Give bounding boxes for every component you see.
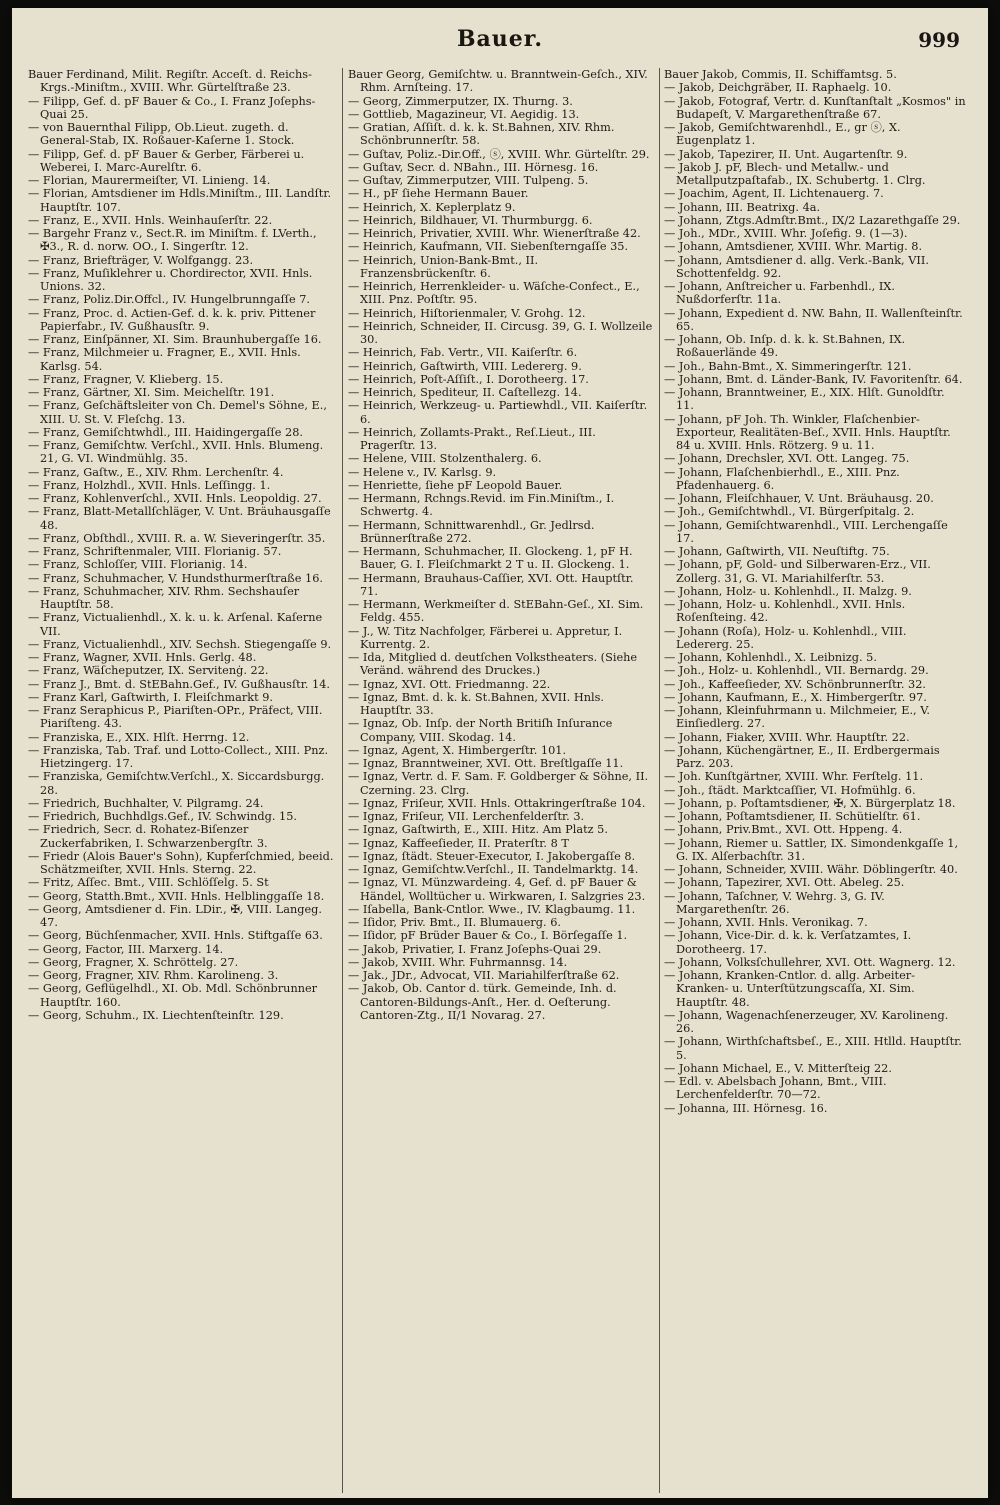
directory-entry: — Ignaz, Gemiſchtw.Verſchl., II. Tandelmarktg. 14. bbox=[348, 863, 639, 876]
directory-entry: — Florian, Amtsdiener im Hdls.Miniſtm., III. Landſtr. Hauptſtr. 107. bbox=[28, 187, 332, 214]
directory-entry: — Johann, Tapezirer, XVI. Ott. Abeleg. 25. bbox=[664, 876, 905, 890]
directory-entry: — Heinrich, Kaufmann, VII. Siebenſterngaſſe 35. bbox=[348, 240, 629, 254]
directory-entry: — Franziska, Tab. Traf. und Lotto-Collect., XIII. Pnz. Hietzingerg. 17. bbox=[28, 743, 329, 770]
directory-entry: — Heinrich, Fab. Vertr., VII. Kaiſerſtr. 6. bbox=[348, 346, 578, 360]
directory-entry: — Jakob, Deichgräber, II. Raphaelg. 10. bbox=[664, 81, 892, 95]
directory-entry: — Jakob, Tapezirer, II. Unt. Augartenſtr. 9. bbox=[664, 147, 908, 161]
directory-entry: — Johann, Riemer u. Sattler, IX. Simondenkgaſſe 1, G. IX. Alſerbachſtr. 31. bbox=[664, 836, 959, 863]
directory-entry: — Johann, p. Poſtamtsdiener, ✠, X. Bürgerplatz 18. bbox=[664, 796, 956, 810]
directory-entry: — Johann, Kleinfuhrmann u. Milchmeier, E., V. Einſiedlerg. 27. bbox=[664, 704, 930, 731]
directory-entry: — Joh., MDr., XVIII. Whr. Joſefig. 9. (1—3). bbox=[664, 227, 908, 240]
directory-entry: — Johann, Priv.Bmt., XVI. Ott. Hppeng. 4. bbox=[664, 823, 903, 837]
directory-entry: — Ignaz, ſtädt. Steuer-Executor, I. Jakobergaſſe 8. bbox=[348, 849, 636, 863]
directory-entry: Bauer Jakob, Commis, II. Schiffamtsg. 5. bbox=[664, 68, 897, 81]
directory-entry: — Heinrich, Werkzeug- u. Partiewhdl., VII. Kaiſerſtr. 6. bbox=[348, 399, 648, 426]
directory-entry: — Joh., ſtädt. Marktcaſſier, VI. Hofmühlg. 6. bbox=[664, 783, 916, 797]
column-3 bbox=[664, 68, 966, 1493]
directory-entry: — Johann, XVII. Hnls. Veronikag. 7. bbox=[664, 916, 868, 929]
directory-entry: — Franz, Fragner, V. Klieberg. 15. bbox=[28, 372, 224, 386]
directory-entry: — Johann, Ztgs.Admſtr.Bmt., IX/2 Lazarethgaſſe 29. bbox=[664, 213, 961, 227]
directory-entry: — Heinrich, Herrenkleider- u. Wäſche-Confect., E., XIII. Pnz. Poſtſtr. 95. bbox=[348, 280, 640, 307]
directory-entry: — Georg, Zimmerputzer, IX. Thurng. 3. bbox=[348, 94, 573, 108]
directory-entry: — Georg, Fragner, X. Schröttelg. 27. bbox=[28, 955, 239, 969]
directory-entry: — Ignaz, XVI. Ott. Friedmanng. 22. bbox=[348, 677, 551, 691]
directory-entry: — Helene v., IV. Karlsg. 9. bbox=[348, 465, 497, 479]
directory-entry: — Heinrich, Spediteur, II. Caſtellezg. 14. bbox=[348, 386, 582, 399]
directory-entry: — Franz, Wagner, XVII. Hnls. Gerlg. 48. bbox=[28, 651, 257, 664]
directory-entry: — Johann, Wirthſchaftsbeſ., E., XIII. Htlld. Hauptſtr. 5. bbox=[664, 1035, 962, 1062]
directory-page bbox=[12, 8, 988, 1498]
directory-entry: — Joh., Kaffeeſieder, XV. Schönbrunnerſtr. 32. bbox=[664, 677, 926, 691]
directory-entry: — Franz J., Bmt. d. StEBahn.Gef., IV. Gußhausſtr. 14. bbox=[28, 677, 331, 691]
directory-entry: — Johann, Vice-Dir. d. k. k. Verſatzamtes, I. Dorotheerg. 17. bbox=[664, 929, 912, 956]
directory-entry: Bauer Georg, Gemiſchtw. u. Branntwein-Geſch., XIV. Rhm. Arnſteing. 17. bbox=[348, 68, 648, 95]
directory-entry: — Ignaz, Kaffeeſieder, II. Praterſtr. 8 T bbox=[348, 836, 569, 850]
directory-entry: — Hermann, Schuhmacher, II. Glockeng. 1, pF H. Bauer, G. I. Fleiſchmarkt 2 T u. II. Glockeng. 1. bbox=[348, 545, 633, 572]
directory-entry: — Ignaz, Branntweiner, XVI. Ott. Breſtlgaſſe 11. bbox=[348, 757, 624, 770]
directory-entry: — Franz, Schloſſer, VIII. Florianig. 14. bbox=[28, 558, 248, 572]
directory-entry: — Johann, Ob. Inſp. d. k. k. St.Bahnen, IX. Roßauerlände 49. bbox=[664, 333, 906, 360]
directory-entry: — Johann, Gemiſchtwarenhdl., VIII. Lerchengaſſe 17. bbox=[664, 518, 948, 545]
directory-columns bbox=[22, 68, 970, 1493]
directory-entry: — Heinrich, X. Keplerplatz 9. bbox=[348, 200, 516, 214]
directory-entry: — Hermann, Brauhaus-Caſſier, XVI. Ott. Hauptſtr. 71. bbox=[348, 571, 634, 598]
directory-entry: — Johann, Amtsdiener d. allg. Verk.-Bank, VII. Schottenfeldg. 92. bbox=[664, 253, 929, 280]
directory-entry: — Johann, Holz- u. Kohlenhdl., XVII. Hnls. Roſenſteing. 42. bbox=[664, 598, 906, 625]
directory-entry: — Johanna, III. Hörnesg. 16. bbox=[664, 1101, 828, 1115]
directory-entry: — Jakob, Fotograf, Vertr. d. Kunſtanſtalt „Kosmos" in Budapeſt, V. Margarethenſtraße 67. bbox=[664, 94, 966, 121]
directory-entry: Bauer Ferdinand, Milit. Regiſtr. Acceſt. d. Reichs-Krgs.-Miniſtm., XVIII. Whr. Gürtelſtraße 23. bbox=[28, 68, 312, 95]
directory-entry: — Heinrich, Schneider, II. Circusg. 39, G. I. Wollzeile 30. bbox=[348, 319, 653, 346]
directory-entry: — Joh. Kunſtgärtner, XVIII. Whr. Ferſtelg. 11. bbox=[664, 770, 924, 784]
directory-entry: — Johann, Schneider, XVIII. Währ. Döblingerſtr. 40. bbox=[664, 863, 958, 876]
directory-entry: — Jakob, Privatier, I. Franz Joſephs-Quai 29. bbox=[348, 942, 602, 956]
directory-entry: — Heinrich, Zollamts-Prakt., Reſ.Lieut., III. Pragerſtr. 13. bbox=[348, 425, 596, 452]
directory-entry: — Franz, Blatt-Metallſchläger, V. Unt. Bräuhausgaſſe 48. bbox=[28, 505, 331, 532]
directory-entry: — Georg, Amtsdiener d. Fin. LDir., ✠, VIII. Langeg. 47. bbox=[28, 902, 322, 929]
directory-entry: — Ignaz, Agent, X. Himbergerſtr. 101. bbox=[348, 743, 567, 757]
directory-entry: — Franz, Schuhmacher, V. Hundsthurmerſtraße 16. bbox=[28, 571, 323, 585]
directory-entry: — Helene, VIII. Stolzenthalerg. 6. bbox=[348, 452, 542, 466]
directory-entry: — Johann, Fiaker, XVIII. Whr. Hauptſtr. 22. bbox=[664, 730, 910, 744]
directory-entry: — Gratian, Aſſiſt. d. k. k. St.Bahnen, XIV. Rhm. Schönbrunnerſtr. 58. bbox=[348, 121, 615, 148]
directory-entry: — Joh., Gemiſchtwhdl., VI. Bürgerſpitalg. 2. bbox=[664, 505, 915, 519]
directory-entry: — Franz, Kohlenverſchl., XVII. Hnls. Leopoldig. 27. bbox=[28, 492, 322, 505]
directory-entry: — Friedrich, Buchhdlgs.Gef., IV. Schwindg. 15. bbox=[28, 810, 297, 823]
directory-entry: — Filipp, Gef. d. pF Bauer & Gerber, Färberei u. Weberei, I. Marc-Aurelſtr. 6. bbox=[28, 147, 305, 174]
directory-entry: — Jakob, Gemiſchtwarenhdl., E., gr ⓢ, X. Eugenplatz 1. bbox=[664, 121, 901, 148]
directory-entry: — Henriette, ſiehe pF Leopold Bauer. bbox=[348, 478, 563, 492]
directory-entry: — Guſtav, Poliz.-Dir.Off., ⓢ, XVIII. Whr. Gürtelſtr. 29. bbox=[348, 147, 650, 161]
directory-entry: — Johann, Holz- u. Kohlenhdl., II. Malzg. 9. bbox=[664, 584, 912, 598]
directory-entry: — Heinrich, Gaſtwirth, VIII. Ledererg. 9. bbox=[348, 359, 582, 373]
directory-entry: — Ignaz, Ob. Inſp. der North Britiſh Inſurance Company, VIII. Skodag. 14. bbox=[348, 717, 613, 744]
directory-entry: — Joh., Holz- u. Kohlenhdl., VII. Bernardg. 29. bbox=[664, 664, 929, 678]
directory-entry: — Ignaz, Friſeur, VII. Lerchenfelderſtr. 3. bbox=[348, 810, 585, 823]
directory-entry: — Gottlieb, Magazineur, VI. Aegidig. 13. bbox=[348, 107, 580, 121]
directory-entry: — Johann, Fleiſchhauer, V. Unt. Bräuhausg. 20. bbox=[664, 492, 934, 505]
directory-entry: — Ignaz, Vertr. d. F. Sam. F. Goldberger & Söhne, II. Czerning. 23. Clrg. bbox=[348, 770, 649, 797]
directory-entry: — Georg, Schuhm., IX. Liechtenſteinſtr. 129. bbox=[28, 1008, 284, 1022]
directory-entry: — Friedr (Alois Bauer's Sohn), Kupferſchmied, beeid. Schätzmeiſter, XVII. Hnls. Sterng. 22. bbox=[28, 849, 334, 876]
directory-entry: — Franz Seraphicus P., Piariſten-OPr., Präfect, VIII. Piariſteng. 43. bbox=[28, 704, 323, 731]
directory-entry: — Guſtav, Zimmerputzer, VIII. Tulpeng. 5. bbox=[348, 174, 589, 187]
directory-entry: — Franziska, Gemiſchtw.Verſchl., X. Siccardsburgg. 28. bbox=[28, 770, 325, 797]
directory-entry: — Jak., JDr., Advocat, VII. Mariahilferſtraße 62. bbox=[348, 969, 620, 982]
directory-entry: — Johann, pF Joh. Th. Winkler, Flaſchenbier-Exporteur, Realitäten-Beſ., XVII. Hnls. Hauptſtr. 84 u. XVIII. Hnls. Rötzerg. 9 u. 11. bbox=[664, 412, 951, 452]
directory-entry: — Ignaz, Gaſtwirth, E., XIII. Hitz. Am Platz 5. bbox=[348, 823, 608, 837]
directory-entry: — Jakob J. pF, Blech- und Metallw.- und Metallputzpaſtafab., IX. Schubertg. 1. Clrg. bbox=[664, 160, 926, 187]
directory-entry: — Franziska, E., XIX. Hlſt. Herrng. 12. bbox=[28, 730, 250, 744]
column-1 bbox=[28, 68, 336, 1493]
directory-entry: — Joh., Bahn-Bmt., X. Simmeringerſtr. 121. bbox=[664, 359, 912, 373]
directory-entry: — Franz, Gemiſchtwhdl., III. Haidingergaſſe 28. bbox=[28, 425, 303, 439]
directory-entry: — Franz, Victualienhdl., XIV. Sechsh. Stiegengaſſe 9. bbox=[28, 637, 332, 651]
page-number: 999 bbox=[918, 28, 960, 52]
directory-entry: — Franz, Wäſcheputzer, IX. Servitenġ. 22. bbox=[28, 664, 269, 678]
directory-entry: — Johann (Roſa), Holz- u. Kohlenhdl., VIII. Ledererg. 25. bbox=[664, 624, 907, 651]
directory-entry: — Johann, III. Beatrixg. 4a. bbox=[664, 200, 821, 214]
directory-entry: — Filipp, Gef. d. pF Bauer & Co., I. Franz Joſephs-Quai 25. bbox=[28, 94, 316, 121]
directory-entry: — Franz, Schuhmacher, XIV. Rhm. Sechshauſer Hauptſtr. 58. bbox=[28, 584, 300, 611]
directory-entry: — Franz, Obſthdl., XVIII. R. a. W. Sieveringerſtr. 35. bbox=[28, 531, 326, 545]
directory-entry: — Johann, Anſtreicher u. Farbenhdl., IX. Nußdorferſtr. 11a. bbox=[664, 280, 895, 307]
directory-entry: — Franz Karl, Gaſtwirth, I. Fleiſchmarkt 9. bbox=[28, 690, 273, 704]
directory-entry: — Franz, Milchmeier u. Fragner, E., XVII. Hnls. Karlsg. 54. bbox=[28, 346, 301, 373]
directory-entry: — Iſidor, pF Brüder Bauer & Co., I. Börſegaſſe 1. bbox=[348, 929, 628, 943]
directory-entry: — Johann, Poſtamtsdiener, II. Schütielſtr. 61. bbox=[664, 810, 921, 823]
directory-entry: — Edl. v. Abelsbach Johann, Bmt., VIII. Lerchenfelderſtr. 70—72. bbox=[664, 1075, 887, 1102]
directory-entry: — Johann, Volksſchullehrer, XVI. Ott. Wagnerg. 12. bbox=[664, 955, 956, 969]
directory-entry: — Georg, Statth.Bmt., XVII. Hnls. Helblinggaſſe 18. bbox=[28, 889, 325, 903]
directory-entry: — Franz, Briefträger, V. Wolfgangg. 23. bbox=[28, 253, 254, 267]
directory-entry: — Johann, Kaufmann, E., X. Himbergerſtr. 97. bbox=[664, 690, 927, 704]
directory-entry: — Franz, Einſpänner, XI. Sim. Braunhubergaſſe 16. bbox=[28, 333, 322, 346]
column-divider bbox=[342, 68, 343, 1493]
page-header bbox=[12, 26, 988, 60]
directory-entry: — Friedrich, Buchhalter, V. Pilgramg. 24. bbox=[28, 796, 264, 810]
directory-entry: — Georg, Büchſenmacher, XVII. Hnls. Stiftgaſſe 63. bbox=[28, 929, 323, 943]
column-2 bbox=[348, 68, 654, 1493]
directory-entry: — Ignaz, VI. Münzwardeing. 4, Gef. d. pF Bauer & Händel, Wolltücher u. Wirkwaren, I. Salzgries 23. bbox=[348, 876, 646, 903]
directory-entry: — Ignaz, Friſeur, XVII. Hnls. Ottakringerſtraße 104. bbox=[348, 796, 646, 810]
directory-entry: — Heinrich, Bildhauer, VI. Thurmburgg. 6. bbox=[348, 213, 593, 227]
directory-entry: — Heinrich, Hiſtorienmaler, V. Grohg. 12. bbox=[348, 306, 586, 320]
directory-entry: — Florian, Maurermeiſter, VI. Linieng. 14. bbox=[28, 174, 271, 187]
column-divider bbox=[659, 68, 660, 1493]
directory-entry: — Johann, Expedient d. NW. Bahn, II. Wallenſteinſtr. 65. bbox=[664, 306, 963, 333]
directory-entry: — Hermann, Werkmeiſter d. StEBahn-Geſ., XI. Sim. Feldg. 455. bbox=[348, 598, 644, 625]
directory-entry: — Franz, Gaſtw., E., XIV. Rhm. Lerchenſtr. 4. bbox=[28, 465, 284, 479]
directory-entry: — Friedrich, Secr. d. Rohatez-Biſenzer Zuckerfabriken, I. Schwarzenbergſtr. 3. bbox=[28, 823, 268, 850]
directory-entry: — Johann, Branntweiner, E., XIX. Hlſt. Gunoldſtr. 11. bbox=[664, 386, 945, 413]
directory-entry: — Franz, Gemiſchtw. Verſchl., XVII. Hnls. Blumeng. 21, G. VI. Windmühlg. 35. bbox=[28, 439, 324, 466]
directory-entry: — Johann Michael, E., V. Mitterſteig 22. bbox=[664, 1061, 892, 1075]
directory-entry: — Georg, Fragner, XIV. Rhm. Karolineng. 3. bbox=[28, 969, 279, 982]
directory-entry: — Johann, Gaſtwirth, VII. Neuſtiftg. 75. bbox=[664, 545, 890, 558]
directory-entry: — Johann, Bmt. d. Länder-Bank, IV. Favoritenſtr. 64. bbox=[664, 372, 963, 386]
directory-entry: — Guſtav, Secr. d. NBahn., III. Hörnesg. 16. bbox=[348, 160, 599, 174]
directory-entry: — Johann, Flaſchenbierhdl., E., XIII. Pnz. Pfadenhauerg. 6. bbox=[664, 465, 900, 492]
directory-entry: — Heinrich, Privatier, XVIII. Whr. Wienerſtraße 42. bbox=[348, 227, 641, 240]
directory-entry: — Franz, Geſchäftsleiter von Ch. Demel's Söhne, E., XIII. U. St. V. Fleſchg. 13. bbox=[28, 399, 327, 426]
directory-entry: — Jakob, Ob. Cantor d. türk. Gemeinde, Inh. d. Cantoren-Bildungs-Anſt., Her. d. Oeſterung. Cantoren-Ztg., II/1 Novarag. 27. bbox=[348, 982, 617, 1022]
directory-entry: — Hermann, Rchngs.Revid. im Fin.Miniſtm., I. Schwertg. 4. bbox=[348, 492, 615, 519]
directory-entry: — Johann, pF, Gold- und Silberwaren-Erz., VII. Zollerg. 31, G. VI. Mariahilferſtr. 53. bbox=[664, 558, 931, 585]
directory-entry: — Heinrich, Poſt-Aſſiſt., I. Dorotheerg. 17. bbox=[348, 372, 589, 386]
page-title: Bauer. bbox=[456, 26, 544, 52]
directory-entry: — Iſidor, Priv. Bmt., II. Blumauerg. 6. bbox=[348, 916, 561, 929]
directory-entry: — J., W. Titz Nachfolger, Färberei u. Appretur, I. Kurrentg. 2. bbox=[348, 624, 623, 651]
directory-entry: — Franz, Holzhdl., XVII. Hnls. Leſſingg. 1. bbox=[28, 478, 271, 492]
directory-entry: — Johann, Drechsler, XVI. Ott. Langeg. 75. bbox=[664, 452, 910, 466]
directory-entry: — Franz, Victualienhdl., X. k. u. k. Arſenal. Kaſerne VII. bbox=[28, 611, 323, 638]
directory-entry: — H., pF ſiehe Hermann Bauer. bbox=[348, 187, 529, 201]
directory-entry: — Georg, Factor, III. Marxerg. 14. bbox=[28, 942, 224, 956]
directory-entry: — Johann, Amtsdiener, XVIII. Whr. Martig. 8. bbox=[664, 240, 923, 254]
directory-entry: — Iſabella, Bank-Cntlor. Wwe., IV. Klagbaumg. 11. bbox=[348, 902, 636, 916]
directory-entry: — Ida, Mitglied d. deutſchen Volkstheaters. (Siehe Veränd. während des Druckes.) bbox=[348, 651, 638, 678]
directory-entry: — Johann, Kranken-Cntlor. d. allg. Arbeiter-Kranken- u. Unterſtützungscaſſa, XI. Sim. Hauptſtr. 48. bbox=[664, 969, 915, 1009]
directory-entry: — Johann, Küchengärtner, E., II. Erdbergermais Parz. 203. bbox=[664, 743, 940, 770]
directory-entry: — Johann, Taſchner, V. Wehrg. 3, G. IV. Margarethenſtr. 26. bbox=[664, 889, 885, 916]
directory-entry: — Franz, Gärtner, XI. Sim. Meichelſtr. 191. bbox=[28, 386, 275, 399]
directory-entry: — von Bauernthal Filipp, Ob.Lieut. zugeth. d. General-Stab, IX. Roßauer-Kaſerne 1. Stock. bbox=[28, 121, 295, 148]
directory-entry: — Franz, Muſiklehrer u. Chordirector, XVII. Hnls. Unions. 32. bbox=[28, 266, 313, 293]
directory-entry: — Jakob, XVIII. Whr. Fuhrmannsg. 14. bbox=[348, 955, 568, 969]
directory-entry: — Georg, Geflügelhdl., XI. Ob. Mdl. Schönbrunner Hauptſtr. 160. bbox=[28, 982, 318, 1009]
directory-entry: — Bargehr Franz v., Sect.R. im Miniſtm. f. LVerth., ✠3., R. d. norw. OO., I. Singerſtr. 12. bbox=[28, 227, 317, 254]
directory-entry: — Ignaz, Bmt. d. k. k. St.Bahnen, XVII. Hnls. Hauptſtr. 33. bbox=[348, 690, 604, 717]
directory-entry: — Franz, E., XVII. Hnls. Weinhauſerſtr. 22. bbox=[28, 213, 273, 227]
directory-entry: — Heinrich, Union-Bank-Bmt., II. Franzensbrückenſtr. 6. bbox=[348, 253, 539, 280]
directory-entry: — Franz, Proc. d. Actien-Gef. d. k. k. priv. Pittener Papierfabr., IV. Gußhausſtr. 9. bbox=[28, 306, 316, 333]
directory-entry: — Hermann, Schnittwarenhdl., Gr. Jedlrsd. Brünnerſtraße 272. bbox=[348, 518, 595, 545]
directory-entry: — Fritz, Aſſec. Bmt., VIII. Schlöſſelg. 5. St bbox=[28, 876, 269, 890]
directory-entry: — Johann, Wagenachſenerzeuger, XV. Karolineng. 26. bbox=[664, 1008, 949, 1035]
directory-entry: — Joachim, Agent, II. Lichtenauerg. 7. bbox=[664, 187, 884, 201]
directory-entry: — Johann, Kohlenhdl., X. Leibnizg. 5. bbox=[664, 651, 877, 664]
directory-entry: — Franz, Schriftenmaler, VIII. Florianig. 57. bbox=[28, 545, 282, 558]
directory-entry: — Franz, Poliz.Dir.Offcl., IV. Hungelbrunngaſſe 7. bbox=[28, 293, 311, 307]
